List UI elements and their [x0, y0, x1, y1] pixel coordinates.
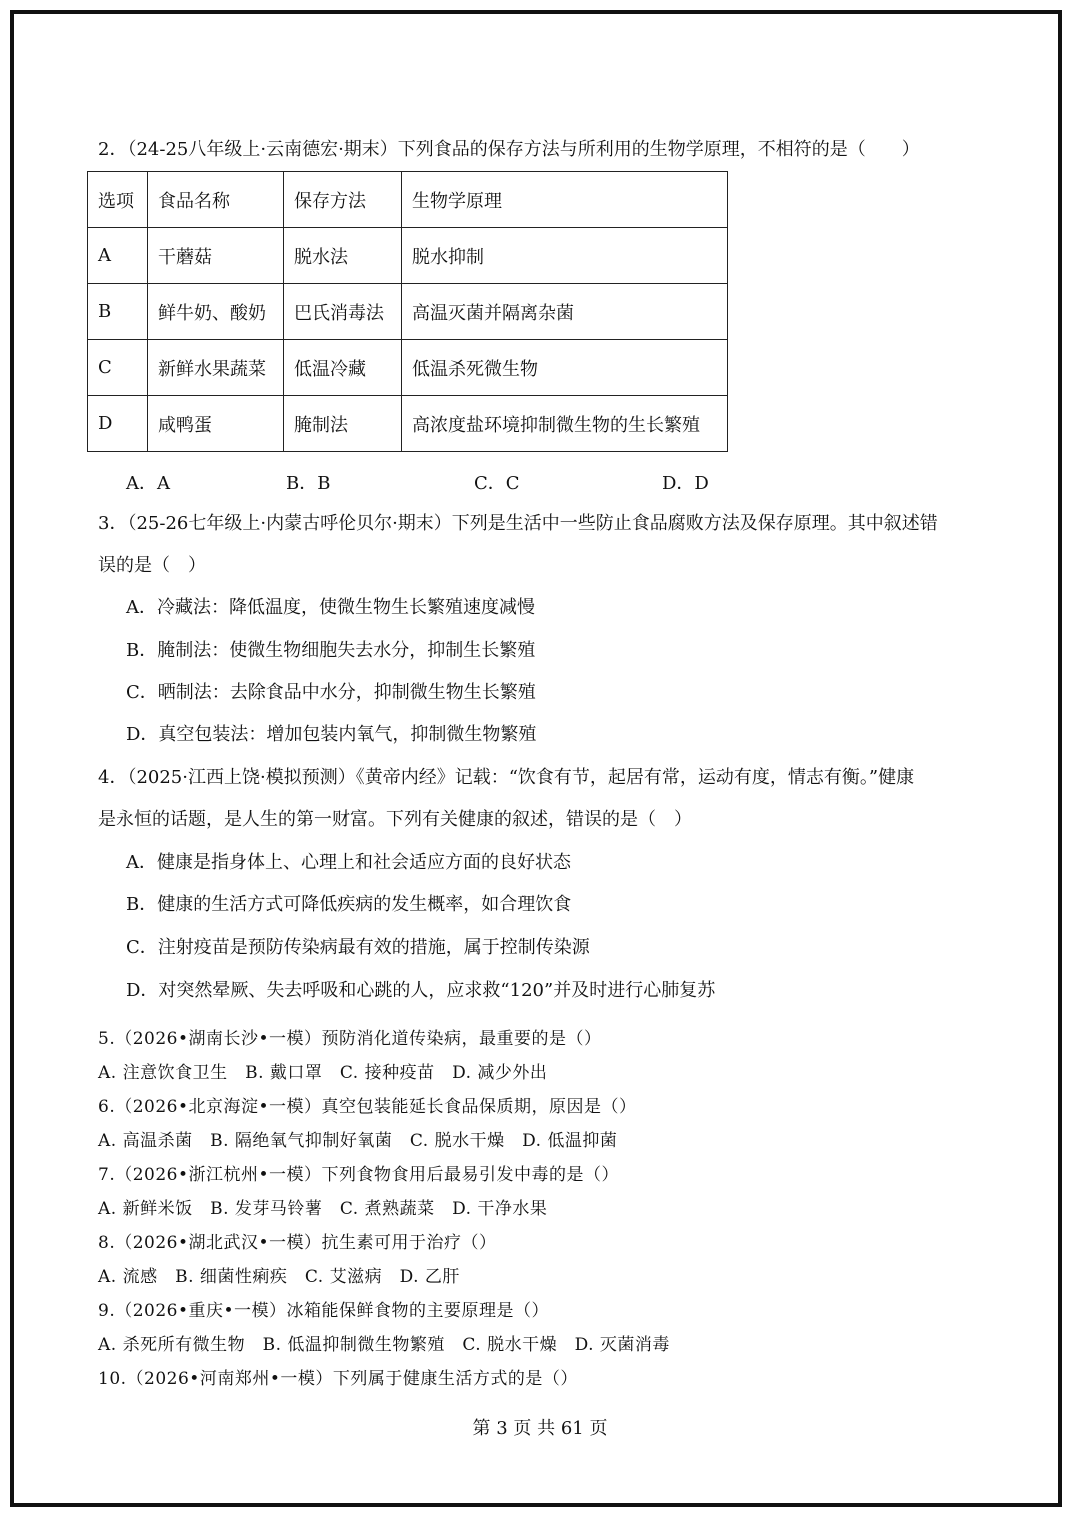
- q9-options[interactable]: A. 杀死所有微生物 B. 低温抑制微生物繁殖 C. 脱水干燥 D. 灭菌消毒: [98, 1335, 670, 1355]
- table-cell: C: [88, 340, 148, 396]
- q4-stem-line2: 是永恒的话题，是人生的第一财富。下列有关健康的叙述，错误的是（ ）: [98, 809, 692, 830]
- table-cell: 干蘑菇: [148, 228, 284, 284]
- table-cell: 鲜牛奶、酸奶: [148, 284, 284, 340]
- table-cell: 咸鸭蛋: [148, 396, 284, 452]
- table-cell: 巴氏消毒法: [284, 284, 402, 340]
- table-header: 生物学原理: [402, 172, 728, 228]
- q2-stem: 2．（24-25八年级上·云南德宏·期末）下列食品的保存方法与所利用的生物学原理，不相符的是（ ）: [98, 139, 920, 160]
- table-row: [88, 396, 728, 452]
- table-cell: A: [88, 228, 148, 284]
- table-row: [88, 340, 728, 396]
- table-cell: 新鲜水果蔬菜: [148, 340, 284, 396]
- q4-option-b[interactable]: B．健康的生活方式可降低疾病的发生概率，如合理饮食: [126, 894, 572, 915]
- q3-option-a[interactable]: A．冷藏法：降低温度，使微生物生长繁殖速度减慢: [126, 597, 535, 618]
- q8-stem: 8.（2026•湖北武汉•一模）抗生素可用于治疗（）: [98, 1233, 497, 1253]
- q2-option-c[interactable]: C．C: [474, 473, 520, 494]
- page-footer: 第 3 页 共 61 页: [472, 1418, 608, 1439]
- q9-stem: 9.（2026•重庆•一模）冰箱能保鲜食物的主要原理是（）: [98, 1301, 550, 1321]
- q3-option-d[interactable]: D．真空包装法：增加包装内氧气，抑制微生物繁殖: [126, 724, 537, 745]
- table-cell: 脱水法: [284, 228, 402, 284]
- table-cell: 高温灭菌并隔离杂菌: [402, 284, 728, 340]
- table-cell: 低温杀死微生物: [402, 340, 728, 396]
- q6-stem: 6.（2026•北京海淀•一模）真空包装能延长食品保质期，原因是（）: [98, 1097, 637, 1117]
- table-row: [88, 284, 728, 340]
- food-preservation-table: [87, 171, 728, 452]
- q2-option-a[interactable]: A．A: [126, 473, 170, 494]
- q7-stem: 7.（2026•浙江杭州•一模）下列食物食用后最易引发中毒的是（）: [98, 1165, 620, 1185]
- q8-options[interactable]: A. 流感 B. 细菌性痢疾 C. 艾滋病 D. 乙肝: [98, 1267, 460, 1287]
- q4-option-d[interactable]: D．对突然晕厥、失去呼吸和心跳的人，应求救“120”并及时进行心肺复苏: [126, 980, 716, 1001]
- q7-options[interactable]: A. 新鲜米饭 B. 发芽马铃薯 C. 煮熟蔬菜 D. 干净水果: [98, 1199, 548, 1219]
- table-header: 食品名称: [148, 172, 284, 228]
- table-cell: 脱水抑制: [402, 228, 728, 284]
- table-cell: 高浓度盐环境抑制微生物的生长繁殖: [402, 396, 728, 452]
- q10-stem: 10.（2026•河南郑州•一模）下列属于健康生活方式的是（）: [98, 1369, 578, 1389]
- q5-options[interactable]: A. 注意饮食卫生 B. 戴口罩 C. 接种疫苗 D. 减少外出: [98, 1063, 548, 1083]
- q4-option-c[interactable]: C．注射疫苗是预防传染病最有效的措施，属于控制传染源: [126, 937, 590, 958]
- q4-option-a[interactable]: A．健康是指身体上、心理上和社会适应方面的良好状态: [126, 852, 571, 873]
- q3-stem-line2: 误的是（ ）: [98, 555, 206, 576]
- q5-stem: 5.（2026•湖南长沙•一模）预防消化道传染病，最重要的是（）: [98, 1029, 602, 1049]
- table-header: 选项: [88, 172, 148, 228]
- q3-stem-line1: 3．（25-26七年级上·内蒙古呼伦贝尔·期末）下列是生活中一些防止食品腐败方法及保存原理。其中叙述错: [98, 513, 938, 534]
- table-row: [88, 228, 728, 284]
- table-cell: 低温冷藏: [284, 340, 402, 396]
- table-header: 保存方法: [284, 172, 402, 228]
- table-cell: D: [88, 396, 148, 452]
- q6-options[interactable]: A. 高温杀菌 B. 隔绝氧气抑制好氧菌 C. 脱水干燥 D. 低温抑菌: [98, 1131, 618, 1151]
- q3-option-b[interactable]: B．腌制法：使微生物细胞失去水分，抑制生长繁殖: [126, 640, 536, 661]
- q3-option-c[interactable]: C．晒制法：去除食品中水分，抑制微生物生长繁殖: [126, 682, 536, 703]
- table-cell: B: [88, 284, 148, 340]
- q2-option-d[interactable]: D．D: [662, 473, 709, 494]
- table-header-row: [88, 172, 728, 228]
- table-cell: 腌制法: [284, 396, 402, 452]
- q2-option-b[interactable]: B．B: [286, 473, 331, 494]
- q4-stem-line1: 4．（2025·江西上饶·模拟预测）《黄帝内经》记载：“饮食有节，起居有常，运动有度，情志有衡。”健康: [98, 767, 915, 788]
